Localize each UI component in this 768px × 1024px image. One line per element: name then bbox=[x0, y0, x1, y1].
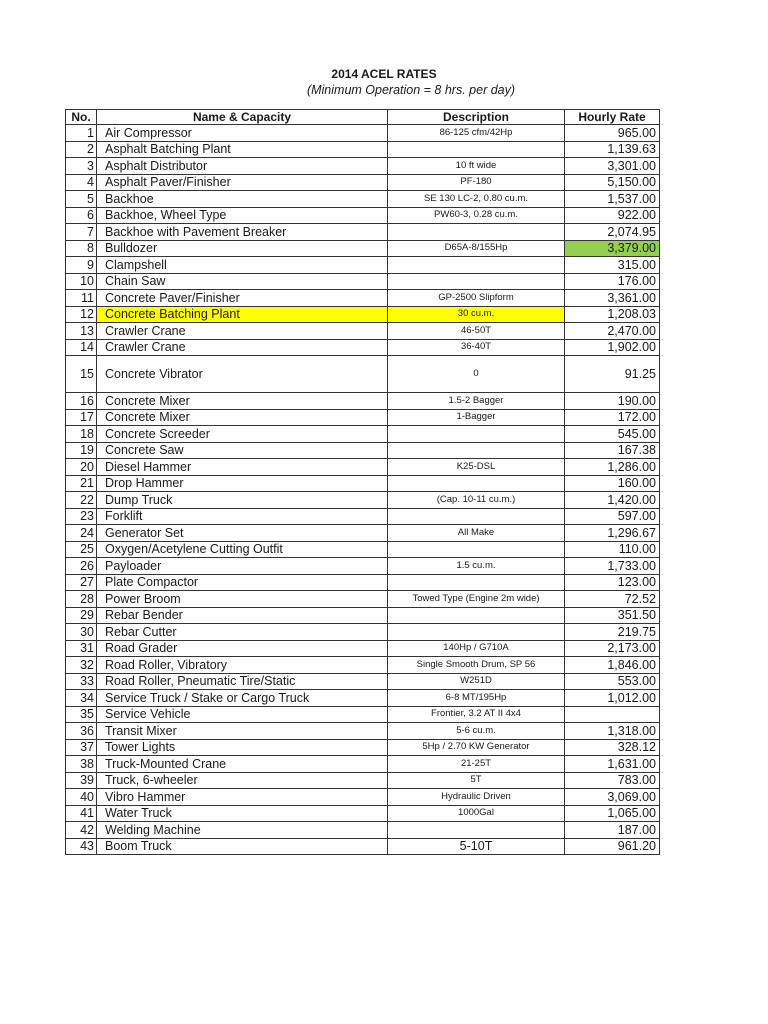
equipment-description: 1000Gal bbox=[388, 805, 565, 822]
row-number: 17 bbox=[66, 409, 97, 426]
equipment-name: Chain Saw bbox=[97, 273, 388, 290]
equipment-description: 5-10T bbox=[388, 838, 565, 855]
hourly-rate: 965.00 bbox=[565, 125, 660, 142]
row-number: 30 bbox=[66, 624, 97, 641]
row-number: 37 bbox=[66, 739, 97, 756]
equipment-name: Asphalt Batching Plant bbox=[97, 141, 388, 158]
table-row bbox=[66, 409, 660, 426]
table-row bbox=[66, 657, 660, 674]
equipment-name: Concrete Saw bbox=[97, 442, 388, 459]
equipment-name: Service Truck / Stake or Cargo Truck bbox=[97, 690, 388, 707]
table-row bbox=[66, 141, 660, 158]
table-row bbox=[66, 459, 660, 476]
table-row bbox=[66, 224, 660, 241]
table-row bbox=[66, 541, 660, 558]
equipment-name: Road Roller, Pneumatic Tire/Static bbox=[97, 673, 388, 690]
equipment-description: K25-DSL bbox=[388, 459, 565, 476]
hourly-rate: 1,296.67 bbox=[565, 525, 660, 542]
equipment-description: 0 bbox=[388, 356, 565, 393]
equipment-name: Transit Mixer bbox=[97, 723, 388, 740]
hourly-rate: 3,379.00 bbox=[565, 240, 660, 257]
table-row bbox=[66, 690, 660, 707]
row-number: 25 bbox=[66, 541, 97, 558]
hourly-rate: 1,902.00 bbox=[565, 339, 660, 356]
table-row bbox=[66, 574, 660, 591]
hourly-rate: 176.00 bbox=[565, 273, 660, 290]
hourly-rate: 1,537.00 bbox=[565, 191, 660, 208]
hourly-rate: 1,733.00 bbox=[565, 558, 660, 575]
equipment-name: Air Compressor bbox=[97, 125, 388, 142]
hourly-rate: 72.52 bbox=[565, 591, 660, 608]
equipment-name: Road Roller, Vibratory bbox=[97, 657, 388, 674]
equipment-description: GP-2500 Slipform bbox=[388, 290, 565, 307]
row-number: 3 bbox=[66, 158, 97, 175]
table-row bbox=[66, 772, 660, 789]
row-number: 14 bbox=[66, 339, 97, 356]
document-title: 2014 ACEL RATES bbox=[331, 67, 437, 81]
table-row bbox=[66, 739, 660, 756]
equipment-name: Concrete Mixer bbox=[97, 409, 388, 426]
row-number: 18 bbox=[66, 426, 97, 443]
hourly-rate: 3,361.00 bbox=[565, 290, 660, 307]
row-number: 23 bbox=[66, 508, 97, 525]
row-number: 39 bbox=[66, 772, 97, 789]
hourly-rate: 160.00 bbox=[565, 475, 660, 492]
equipment-description: W251D bbox=[388, 673, 565, 690]
equipment-description bbox=[388, 141, 565, 158]
equipment-name: Concrete Vibrator bbox=[97, 356, 388, 393]
equipment-description bbox=[388, 224, 565, 241]
row-number: 21 bbox=[66, 475, 97, 492]
row-number: 1 bbox=[66, 125, 97, 142]
row-number: 6 bbox=[66, 207, 97, 224]
equipment-name: Diesel Hammer bbox=[97, 459, 388, 476]
equipment-name: Backhoe with Pavement Breaker bbox=[97, 224, 388, 241]
row-number: 5 bbox=[66, 191, 97, 208]
hourly-rate: 190.00 bbox=[565, 393, 660, 410]
hourly-rate: 3,069.00 bbox=[565, 789, 660, 806]
row-number: 16 bbox=[66, 393, 97, 410]
hourly-rate: 1,012.00 bbox=[565, 690, 660, 707]
equipment-description: 1-Bagger bbox=[388, 409, 565, 426]
table-row bbox=[66, 125, 660, 142]
table-row bbox=[66, 838, 660, 855]
row-number: 43 bbox=[66, 838, 97, 855]
row-number: 10 bbox=[66, 273, 97, 290]
equipment-name: Clampshell bbox=[97, 257, 388, 274]
table-row bbox=[66, 442, 660, 459]
equipment-name: Oxygen/Acetylene Cutting Outfit bbox=[97, 541, 388, 558]
row-number: 34 bbox=[66, 690, 97, 707]
hourly-rate: 783.00 bbox=[565, 772, 660, 789]
hourly-rate: 1,065.00 bbox=[565, 805, 660, 822]
equipment-description: Frontier, 3.2 AT II 4x4 bbox=[388, 706, 565, 723]
table-row bbox=[66, 640, 660, 657]
row-number: 31 bbox=[66, 640, 97, 657]
row-number: 27 bbox=[66, 574, 97, 591]
hourly-rate: 922.00 bbox=[565, 207, 660, 224]
table-row bbox=[66, 393, 660, 410]
row-number: 2 bbox=[66, 141, 97, 158]
equipment-description: 140Hp / G710A bbox=[388, 640, 565, 657]
hourly-rate: 1,420.00 bbox=[565, 492, 660, 509]
equipment-name: Road Grader bbox=[97, 640, 388, 657]
table-row bbox=[66, 356, 660, 393]
row-number: 35 bbox=[66, 706, 97, 723]
table-row bbox=[66, 525, 660, 542]
header-name: Name & Capacity bbox=[97, 110, 388, 125]
equipment-name: Crawler Crane bbox=[97, 339, 388, 356]
hourly-rate: 553.00 bbox=[565, 673, 660, 690]
row-number: 32 bbox=[66, 657, 97, 674]
header-row bbox=[66, 110, 660, 125]
equipment-description: Hydraulic Driven bbox=[388, 789, 565, 806]
hourly-rate bbox=[565, 706, 660, 723]
equipment-description: SE 130 LC-2, 0.80 cu.m. bbox=[388, 191, 565, 208]
equipment-name: Concrete Batching Plant bbox=[97, 306, 388, 323]
row-number: 11 bbox=[66, 290, 97, 307]
row-number: 13 bbox=[66, 323, 97, 340]
hourly-rate: 172.00 bbox=[565, 409, 660, 426]
table-row bbox=[66, 673, 660, 690]
table-row bbox=[66, 426, 660, 443]
equipment-description bbox=[388, 426, 565, 443]
equipment-description: (Cap. 10-11 cu.m.) bbox=[388, 492, 565, 509]
equipment-description: 1.5-2 Bagger bbox=[388, 393, 565, 410]
row-number: 38 bbox=[66, 756, 97, 773]
equipment-description bbox=[388, 822, 565, 839]
equipment-name: Truck, 6-wheeler bbox=[97, 772, 388, 789]
table-row bbox=[66, 306, 660, 323]
table-row bbox=[66, 290, 660, 307]
equipment-name: Crawler Crane bbox=[97, 323, 388, 340]
equipment-description: PF-180 bbox=[388, 174, 565, 191]
equipment-description: Towed Type (Engine 2m wide) bbox=[388, 591, 565, 608]
row-number: 7 bbox=[66, 224, 97, 241]
table-row bbox=[66, 805, 660, 822]
hourly-rate: 110.00 bbox=[565, 541, 660, 558]
table-row bbox=[66, 558, 660, 575]
table-row bbox=[66, 706, 660, 723]
table-row bbox=[66, 273, 660, 290]
row-number: 8 bbox=[66, 240, 97, 257]
equipment-description: PW60-3, 0.28 cu.m. bbox=[388, 207, 565, 224]
table-body bbox=[66, 125, 660, 855]
row-number: 36 bbox=[66, 723, 97, 740]
hourly-rate: 187.00 bbox=[565, 822, 660, 839]
row-number: 22 bbox=[66, 492, 97, 509]
equipment-description: Single Smooth Drum, SP 56 bbox=[388, 657, 565, 674]
hourly-rate: 961.20 bbox=[565, 838, 660, 855]
hourly-rate: 1,139.63 bbox=[565, 141, 660, 158]
hourly-rate: 123.00 bbox=[565, 574, 660, 591]
table-row bbox=[66, 723, 660, 740]
equipment-description: 30 cu.m. bbox=[388, 306, 565, 323]
table-row bbox=[66, 756, 660, 773]
equipment-name: Water Truck bbox=[97, 805, 388, 822]
equipment-name: Truck-Mounted Crane bbox=[97, 756, 388, 773]
equipment-description: All Make bbox=[388, 525, 565, 542]
equipment-name: Concrete Paver/Finisher bbox=[97, 290, 388, 307]
table-row bbox=[66, 789, 660, 806]
equipment-description: 5T bbox=[388, 772, 565, 789]
row-number: 28 bbox=[66, 591, 97, 608]
hourly-rate: 328.12 bbox=[565, 739, 660, 756]
table-row bbox=[66, 207, 660, 224]
table-row bbox=[66, 624, 660, 641]
header-hourly-rate: Hourly Rate bbox=[565, 110, 660, 125]
table-row bbox=[66, 591, 660, 608]
row-number: 4 bbox=[66, 174, 97, 191]
hourly-rate: 1,846.00 bbox=[565, 657, 660, 674]
row-number: 41 bbox=[66, 805, 97, 822]
equipment-name: Concrete Screeder bbox=[97, 426, 388, 443]
equipment-name: Rebar Bender bbox=[97, 607, 388, 624]
equipment-description bbox=[388, 508, 565, 525]
document-subtitle: (Minimum Operation = 8 hrs. per day) bbox=[306, 83, 516, 97]
equipment-name: Asphalt Distributor bbox=[97, 158, 388, 175]
equipment-description bbox=[388, 607, 565, 624]
equipment-description bbox=[388, 257, 565, 274]
equipment-name: Payloader bbox=[97, 558, 388, 575]
row-number: 29 bbox=[66, 607, 97, 624]
hourly-rate: 2,470.00 bbox=[565, 323, 660, 340]
equipment-name: Backhoe, Wheel Type bbox=[97, 207, 388, 224]
hourly-rate: 167.38 bbox=[565, 442, 660, 459]
equipment-description: 6-8 MT/195Hp bbox=[388, 690, 565, 707]
table-row bbox=[66, 339, 660, 356]
hourly-rate: 1,631.00 bbox=[565, 756, 660, 773]
hourly-rate: 597.00 bbox=[565, 508, 660, 525]
row-number: 26 bbox=[66, 558, 97, 575]
row-number: 24 bbox=[66, 525, 97, 542]
table-row bbox=[66, 492, 660, 509]
table-row bbox=[66, 191, 660, 208]
equipment-name: Service Vehicle bbox=[97, 706, 388, 723]
hourly-rate: 1,208.03 bbox=[565, 306, 660, 323]
row-number: 19 bbox=[66, 442, 97, 459]
equipment-description: 46-50T bbox=[388, 323, 565, 340]
table-row bbox=[66, 174, 660, 191]
equipment-description: D65A-8/155Hp bbox=[388, 240, 565, 257]
hourly-rate: 91.25 bbox=[565, 356, 660, 393]
table-row bbox=[66, 822, 660, 839]
table-row bbox=[66, 607, 660, 624]
equipment-description bbox=[388, 475, 565, 492]
equipment-name: Vibro Hammer bbox=[97, 789, 388, 806]
equipment-name: Dump Truck bbox=[97, 492, 388, 509]
hourly-rate: 2,173.00 bbox=[565, 640, 660, 657]
hourly-rate: 351.50 bbox=[565, 607, 660, 624]
row-number: 15 bbox=[66, 356, 97, 393]
equipment-name: Forklift bbox=[97, 508, 388, 525]
equipment-name: Rebar Cutter bbox=[97, 624, 388, 641]
row-number: 20 bbox=[66, 459, 97, 476]
hourly-rate: 1,286.00 bbox=[565, 459, 660, 476]
equipment-name: Bulldozer bbox=[97, 240, 388, 257]
equipment-name: Welding Machine bbox=[97, 822, 388, 839]
equipment-description bbox=[388, 574, 565, 591]
equipment-description: 1.5 cu.m. bbox=[388, 558, 565, 575]
hourly-rate: 545.00 bbox=[565, 426, 660, 443]
equipment-name: Asphalt Paver/Finisher bbox=[97, 174, 388, 191]
hourly-rate: 219.75 bbox=[565, 624, 660, 641]
equipment-name: Concrete Mixer bbox=[97, 393, 388, 410]
equipment-name: Tower Lights bbox=[97, 739, 388, 756]
equipment-description: 5Hp / 2.70 KW Generator bbox=[388, 739, 565, 756]
equipment-name: Power Broom bbox=[97, 591, 388, 608]
table-row bbox=[66, 475, 660, 492]
equipment-description bbox=[388, 273, 565, 290]
equipment-name: Generator Set bbox=[97, 525, 388, 542]
hourly-rate: 1,318.00 bbox=[565, 723, 660, 740]
hourly-rate: 315.00 bbox=[565, 257, 660, 274]
table-row bbox=[66, 257, 660, 274]
equipment-description: 21-25T bbox=[388, 756, 565, 773]
row-number: 33 bbox=[66, 673, 97, 690]
row-number: 42 bbox=[66, 822, 97, 839]
row-number: 40 bbox=[66, 789, 97, 806]
row-number: 9 bbox=[66, 257, 97, 274]
table-row bbox=[66, 158, 660, 175]
equipment-name: Drop Hammer bbox=[97, 475, 388, 492]
equipment-description: 36-40T bbox=[388, 339, 565, 356]
header-description: Description bbox=[388, 110, 565, 125]
equipment-name: Boom Truck bbox=[97, 838, 388, 855]
row-number: 12 bbox=[66, 306, 97, 323]
equipment-description bbox=[388, 442, 565, 459]
hourly-rate: 5,150.00 bbox=[565, 174, 660, 191]
header-no: No. bbox=[66, 110, 97, 125]
hourly-rate: 2,074.95 bbox=[565, 224, 660, 241]
equipment-description bbox=[388, 541, 565, 558]
equipment-name: Plate Compactor bbox=[97, 574, 388, 591]
equipment-description: 5-6 cu.m. bbox=[388, 723, 565, 740]
hourly-rate: 3,301.00 bbox=[565, 158, 660, 175]
equipment-name: Backhoe bbox=[97, 191, 388, 208]
table-row bbox=[66, 323, 660, 340]
equipment-description bbox=[388, 624, 565, 641]
rates-table bbox=[65, 109, 660, 855]
table-row bbox=[66, 240, 660, 257]
table-row bbox=[66, 508, 660, 525]
equipment-description: 86-125 cfm/42Hp bbox=[388, 125, 565, 142]
equipment-description: 10 ft wide bbox=[388, 158, 565, 175]
